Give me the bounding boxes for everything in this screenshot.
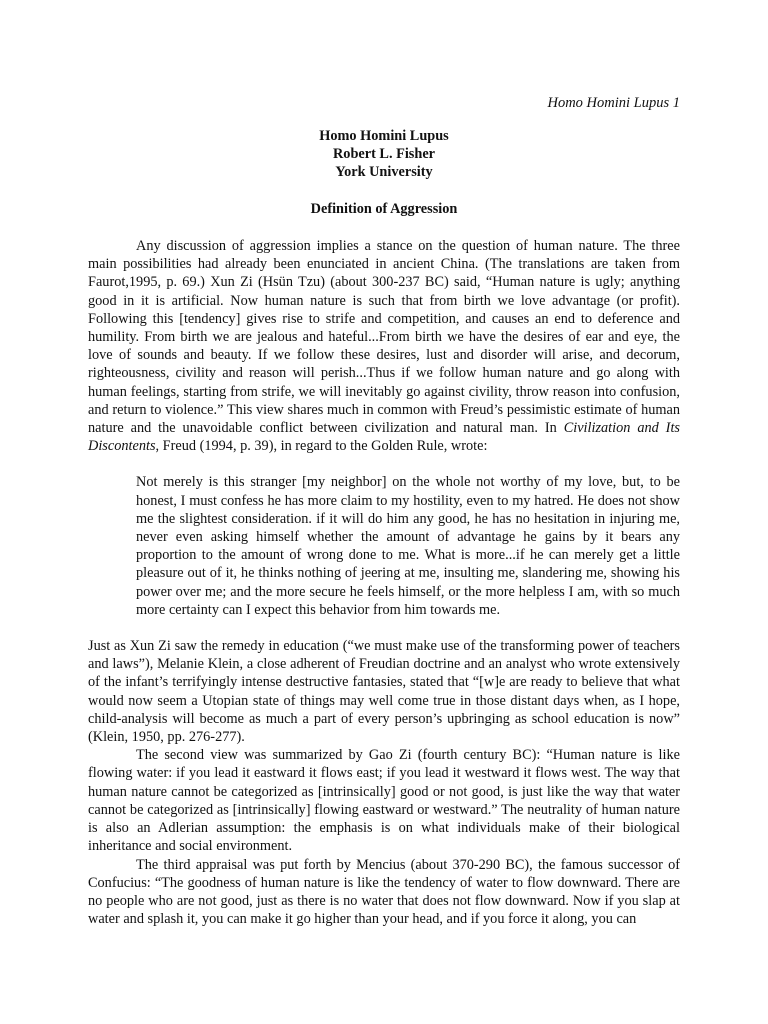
author-affiliation: York University (335, 164, 433, 180)
paragraph-3: The second view was summarized by Gao Zi (fourth century BC): “Human nature is like flowing water: if you lead it eastward it flows east; if you lead it westward it flows west. The way that human nature cannot be categorized as [intrinsically] good or not good, is just like the way that water cannot be categorized as [intrinsically] flowing eastward or westward.” The neutrality of human nature is also an Adlerian assumption: the emphasis is on what individuals make of their biological inheritance and social environment. (88, 747, 680, 855)
paragraph-2: Just as Xun Zi saw the remedy in education (“we must make use of the transforming power of teachers and laws”), Melanie Klein, a close adherent of Freudian doctrine and an analyst who wrote extensively of the infant’s terrifyingly intense destructive fantasies, stated that “[w]e are ready to believe that what would now seem a Utopian state of things may well come true in those distant days when, as I hope, child-analysis will become as much a part of every person’s upbringing as school education is now” (Klein, 1950, pp. 276-277). (88, 638, 680, 746)
paragraph-1-text-a: Any discussion of aggression implies a stance on the question of human nature. The three main possibilities had already been enunciated in ancient China. (The translations are taken from Faurot,1995, p. 69.) Xun Zi (Hsün Tzu) (about 300-237 BC) said, “Human nature is ugly; anything good in it is artificial. Now human nature is such that from birth we love advantage (or profit). Following this [tendency] gives rise to strife and competition, and causes an end to deference and humility. From birth we are jealous and hateful...From birth we have the desires of ear and eye, the love of sounds and beauty. If we follow these desires, lust and disorder will arise, and decorum, righteousness, civility and reason will perish...Thus if we follow human nature and go along with human feelings, starting from strife, we will inevitably go against civility, throw reason into confusion, and return to violence.” This view shares much in common with Freud’s pessimistic estimate of human nature and the unavoidable conflict between civilization and natural man. In (88, 238, 680, 437)
title-block (0, 127, 768, 181)
author-name: Robert L. Fisher (332, 146, 436, 162)
paragraph-1 (88, 237, 680, 455)
paragraph-1-text-b: , Freud (1994, p. 39), in regard to the Golden Rule, wrote: (155, 438, 488, 455)
document-title: Homo Homini Lupus (319, 128, 449, 144)
section-heading: Definition of Aggression (310, 201, 458, 217)
block-quote: Not merely is this stranger [my neighbor] on the whole not worthy of my love, but, to be honest, I must confess he has more claim to my hostility, even to my hatred. He does not show me the slightest consideration. if it will do him any good, he has no hesitation in injuring me, never even asking himself whether the amount of advantage he gains by it bears any proportion to the amount of wrong done to me. What is more...if he can merely get a little pleasure out of it, he thinks nothing of jeering at me, insulting me, slandering me, showing his power over me; and the more secure he feels himself, or the more helpless I am, with so much more certainty can I expect this behavior from him towards me. (136, 474, 680, 618)
book-title-italic: Civilization and Its Discontents (88, 420, 680, 455)
paragraph-4: The third appraisal was put forth by Mencius (about 370-290 BC), the famous successor of Confucius: “The goodness of human nature is like the tendency of water to flow downward. There are no people who are not good, just as there is no water that does not flow downward. Now if you slap at water and splash it, you can make it go higher than your head, and if you force it along, you can (88, 856, 680, 928)
body-text (88, 237, 680, 928)
running-head: Homo Homini Lupus 1 (547, 95, 680, 111)
